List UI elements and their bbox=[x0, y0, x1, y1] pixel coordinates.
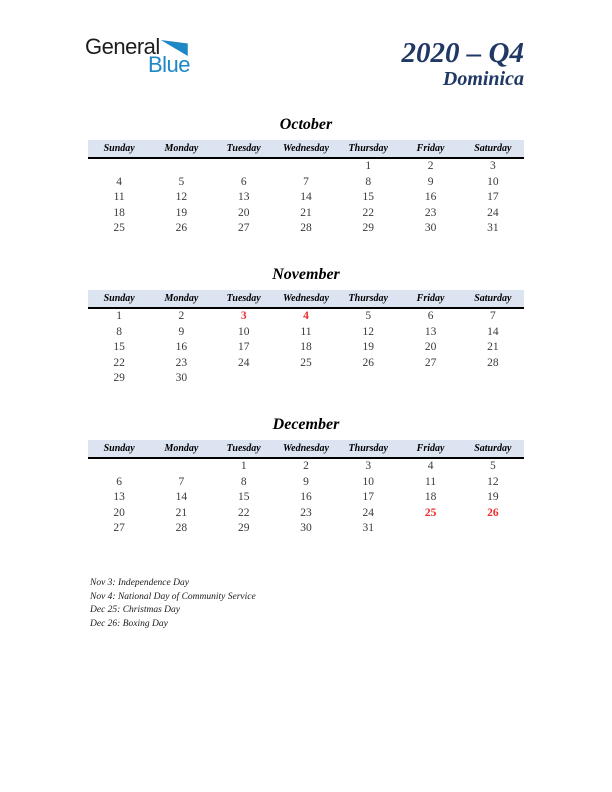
day-header-tuesday: Tuesday bbox=[226, 143, 261, 154]
empty-cell bbox=[337, 371, 399, 387]
date-cell: 28 bbox=[175, 522, 188, 534]
date-cell: 10 bbox=[487, 175, 499, 188]
date-cell: 9 bbox=[178, 325, 185, 338]
day-header-wednesday: Wednesday bbox=[283, 143, 329, 154]
date-cell: 30 bbox=[300, 522, 312, 534]
day-header-wednesday: Wednesday bbox=[283, 293, 329, 304]
date-cell: 6 bbox=[427, 310, 434, 322]
day-header-friday: Friday bbox=[416, 293, 445, 304]
holiday-line: Dec 26: Boxing Day bbox=[90, 618, 168, 629]
day-header-row bbox=[88, 140, 524, 159]
month-title: December bbox=[272, 416, 340, 433]
date-cell: 25 bbox=[113, 222, 125, 234]
general-blue-logo bbox=[85, 36, 195, 75]
date-cell: 9 bbox=[427, 175, 434, 188]
day-header-tuesday: Tuesday bbox=[226, 443, 261, 454]
date-cell: 29 bbox=[362, 222, 375, 234]
day-header-tuesday: Tuesday bbox=[226, 293, 261, 304]
date-cell: 11 bbox=[113, 191, 125, 203]
empty-cell bbox=[399, 521, 461, 537]
date-cell: 4 bbox=[427, 460, 434, 472]
month-december bbox=[88, 410, 524, 560]
title-block bbox=[402, 38, 524, 90]
week-row bbox=[88, 206, 524, 222]
logo-text-blue: Blue bbox=[147, 52, 190, 77]
day-header-saturday: Saturday bbox=[474, 293, 512, 304]
week-row bbox=[88, 371, 524, 387]
date-cell: 17 bbox=[237, 341, 250, 353]
empty-cell bbox=[150, 459, 212, 475]
date-cell: 15 bbox=[113, 341, 125, 353]
date-cell: 8 bbox=[116, 325, 123, 338]
date-cell: 13 bbox=[424, 325, 437, 338]
date-cell: 21 bbox=[487, 341, 499, 353]
day-header-saturday: Saturday bbox=[474, 443, 512, 454]
date-cell: 15 bbox=[237, 491, 250, 503]
date-cell: 14 bbox=[300, 191, 312, 203]
date-cell: 27 bbox=[237, 222, 250, 234]
date-cell: 27 bbox=[424, 356, 437, 369]
holiday-date-cell: 3 bbox=[240, 310, 247, 322]
empty-cell bbox=[462, 521, 524, 537]
date-cell: 26 bbox=[175, 222, 188, 234]
date-cell: 11 bbox=[425, 475, 437, 488]
date-cell: 27 bbox=[113, 522, 125, 534]
date-cell: 12 bbox=[487, 475, 499, 488]
month-november bbox=[88, 260, 524, 410]
date-cell: 7 bbox=[489, 310, 496, 322]
date-cell: 13 bbox=[113, 491, 125, 503]
country-subtitle: Dominica bbox=[442, 68, 524, 90]
date-cell: 14 bbox=[487, 325, 499, 338]
date-cell: 7 bbox=[178, 475, 185, 488]
date-cell: 11 bbox=[300, 325, 312, 338]
date-cell: 3 bbox=[489, 160, 496, 172]
day-header-row bbox=[88, 440, 524, 459]
day-header-sunday: Sunday bbox=[103, 293, 135, 304]
day-header-thursday: Thursday bbox=[348, 143, 388, 154]
empty-cell bbox=[213, 371, 275, 387]
date-cell: 16 bbox=[175, 341, 188, 353]
empty-cell bbox=[213, 159, 275, 175]
date-cell: 23 bbox=[175, 356, 188, 369]
logo-text-general: General bbox=[85, 34, 160, 59]
date-cell: 18 bbox=[113, 206, 125, 219]
empty-cell bbox=[150, 159, 212, 175]
day-header-monday: Monday bbox=[164, 443, 199, 454]
day-header-saturday: Saturday bbox=[474, 143, 512, 154]
week-row bbox=[88, 506, 524, 522]
month-title: November bbox=[272, 266, 340, 283]
date-cell: 29 bbox=[113, 372, 125, 384]
week-row bbox=[88, 475, 524, 491]
date-cell: 21 bbox=[300, 206, 312, 219]
month-october bbox=[88, 110, 524, 260]
day-header-sunday: Sunday bbox=[103, 143, 135, 154]
empty-cell bbox=[88, 459, 150, 475]
date-cell: 6 bbox=[240, 175, 247, 188]
holiday-line: Dec 25: Christmas Day bbox=[90, 605, 180, 615]
date-cell: 7 bbox=[303, 175, 309, 188]
date-cell: 18 bbox=[424, 491, 437, 503]
date-cell: 4 bbox=[116, 175, 123, 188]
day-header-row bbox=[88, 290, 524, 309]
week-row bbox=[88, 325, 524, 341]
date-cell: 8 bbox=[365, 175, 372, 188]
day-header-monday: Monday bbox=[164, 143, 199, 154]
date-cell: 22 bbox=[237, 506, 250, 519]
date-cell: 14 bbox=[175, 491, 188, 503]
date-cell: 20 bbox=[237, 206, 250, 219]
date-cell: 5 bbox=[178, 175, 185, 188]
date-cell: 1 bbox=[240, 460, 247, 472]
month-title: October bbox=[279, 116, 333, 133]
date-cell: 15 bbox=[362, 191, 375, 203]
date-cell: 25 bbox=[300, 356, 312, 369]
day-header-thursday: Thursday bbox=[348, 293, 388, 304]
holiday-line: Nov 3: Independence Day bbox=[90, 578, 189, 588]
week-row bbox=[88, 340, 524, 356]
day-header-monday: Monday bbox=[164, 293, 199, 304]
empty-cell bbox=[399, 371, 461, 387]
date-cell: 12 bbox=[362, 325, 375, 338]
date-cell: 6 bbox=[116, 475, 123, 488]
week-row bbox=[88, 521, 524, 537]
week-row bbox=[88, 309, 524, 325]
date-cell: 24 bbox=[362, 506, 375, 519]
empty-cell bbox=[462, 371, 524, 387]
date-cell: 28 bbox=[300, 222, 312, 234]
date-cell: 24 bbox=[487, 206, 499, 219]
day-header-sunday: Sunday bbox=[103, 443, 135, 454]
date-cell: 19 bbox=[175, 206, 188, 219]
date-cell: 10 bbox=[237, 325, 250, 338]
quarter-title: 2020 – Q4 bbox=[401, 37, 524, 69]
date-cell: 17 bbox=[362, 491, 375, 503]
date-cell: 30 bbox=[175, 372, 188, 384]
day-header-wednesday: Wednesday bbox=[283, 443, 329, 454]
date-cell: 26 bbox=[362, 356, 375, 369]
date-cell: 21 bbox=[175, 506, 188, 519]
empty-cell bbox=[88, 159, 150, 175]
holiday-list bbox=[90, 577, 256, 631]
day-header-friday: Friday bbox=[416, 143, 445, 154]
date-cell: 2 bbox=[303, 460, 309, 472]
months-container bbox=[88, 110, 524, 560]
date-cell: 5 bbox=[489, 460, 496, 472]
empty-cell bbox=[275, 371, 337, 387]
empty-cell bbox=[275, 159, 337, 175]
date-cell: 9 bbox=[303, 475, 309, 488]
date-cell: 31 bbox=[362, 522, 375, 534]
week-row bbox=[88, 221, 524, 237]
date-cell: 24 bbox=[237, 356, 250, 369]
date-cell: 23 bbox=[424, 206, 437, 219]
date-cell: 29 bbox=[237, 522, 250, 534]
date-cell: 19 bbox=[487, 491, 499, 503]
week-row bbox=[88, 490, 524, 506]
week-row bbox=[88, 159, 524, 175]
date-cell: 2 bbox=[178, 310, 185, 322]
week-row bbox=[88, 356, 524, 372]
date-cell: 22 bbox=[362, 206, 375, 219]
date-cell: 23 bbox=[300, 506, 312, 519]
holiday-date-cell: 25 bbox=[424, 506, 437, 519]
holiday-date-cell: 4 bbox=[303, 310, 309, 322]
date-cell: 3 bbox=[365, 460, 372, 472]
date-cell: 12 bbox=[175, 191, 188, 203]
date-cell: 1 bbox=[116, 310, 123, 322]
date-cell: 10 bbox=[362, 475, 375, 488]
week-row bbox=[88, 459, 524, 475]
date-cell: 13 bbox=[237, 191, 250, 203]
day-header-friday: Friday bbox=[416, 443, 445, 454]
holiday-line: Nov 4: National Day of Community Service bbox=[90, 591, 256, 602]
date-cell: 22 bbox=[113, 356, 125, 369]
date-cell: 31 bbox=[487, 222, 499, 234]
date-cell: 20 bbox=[113, 506, 125, 519]
date-cell: 5 bbox=[365, 310, 372, 322]
holiday-date-cell: 26 bbox=[487, 506, 499, 519]
date-cell: 1 bbox=[365, 160, 372, 172]
date-cell: 28 bbox=[487, 356, 499, 369]
date-cell: 19 bbox=[362, 341, 375, 353]
date-cell: 20 bbox=[424, 341, 437, 353]
day-header-thursday: Thursday bbox=[348, 443, 388, 454]
date-cell: 16 bbox=[300, 491, 312, 503]
date-cell: 17 bbox=[487, 191, 499, 203]
date-cell: 18 bbox=[300, 341, 312, 353]
date-cell: 2 bbox=[427, 160, 434, 172]
date-cell: 8 bbox=[240, 475, 247, 488]
week-row bbox=[88, 175, 524, 191]
date-cell: 30 bbox=[424, 222, 437, 234]
week-row bbox=[88, 190, 524, 206]
date-cell: 16 bbox=[424, 191, 437, 203]
